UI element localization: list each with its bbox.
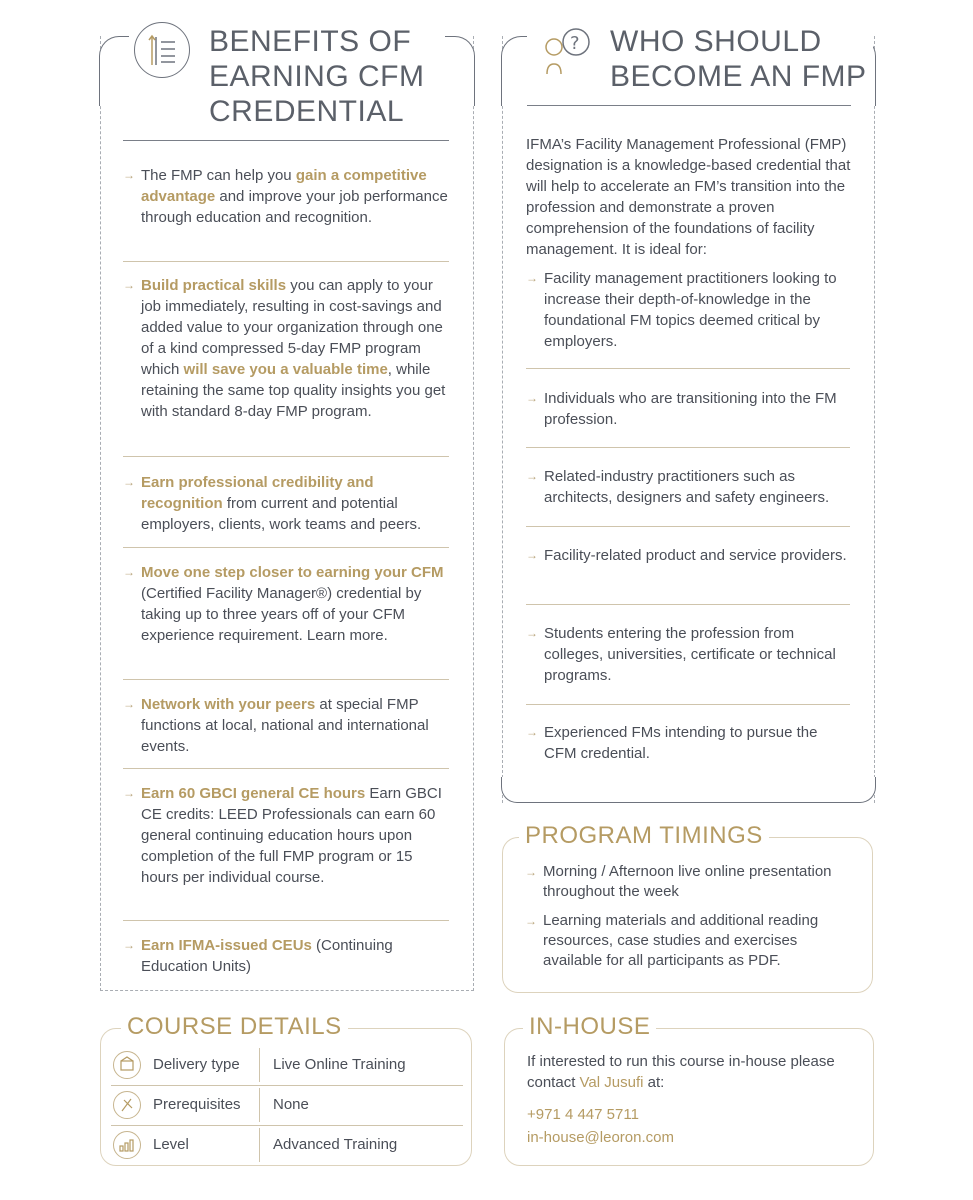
benefit-item: → Earn IFMA-issued CEUs (Continuing Education Units) [123, 937, 393, 975]
who-item: → Students entering the profession from colleges, universities, certificate or technical programs. [526, 605, 850, 705]
in-house-box [504, 1013, 874, 1166]
course-row-level: Level Advanced Training [111, 1126, 463, 1166]
timing-item: → Learning materials and additional reading resources, case studies and exercises available for all participants as PDF. [525, 912, 819, 969]
who-item: → Facility management practitioners looking to increase their depth-of-knowledge in the foundational FM topics deemed critical by employers. [526, 268, 850, 369]
level-icon [113, 1131, 141, 1159]
benefit-item: → Earn professional credibility and recognition from current and potential employers, clients, work teams and peers. [123, 457, 449, 548]
course-details-title: COURSE DETAILS [121, 1013, 348, 1041]
benefit-item: → The FMP can help you gain a competitive advantage and improve your job performance through education and recognition. [123, 165, 449, 262]
benefits-title: BENEFITS OF EARNING CFM CREDENTIAL [209, 24, 431, 129]
who-item: → Individuals who are transitioning into the FM profession. [526, 369, 850, 448]
program-timings-title: PROGRAM TIMINGS [519, 822, 769, 850]
course-details-box [100, 1013, 472, 1166]
checklist-icon [134, 22, 190, 78]
benefits-title-underline [123, 140, 449, 141]
who-title: WHO SHOULD BECOME AN FMP [610, 24, 873, 94]
program-timings-box [502, 822, 873, 993]
benefit-item: → Network with your peers at special FMP functions at local, national and international events. [123, 680, 449, 769]
who-item: → Experienced FMs intending to pursue the CFM credential. [526, 724, 818, 762]
benefit-item: → Earn 60 GBCI general CE hours Earn GBCI CE credits: LEED Professionals can earn 60 general continuing education hours upon completion of the full FMP program or 15 hours per individual course. [123, 769, 449, 921]
phone-link[interactable]: +971 4 447 5711 [527, 1106, 639, 1123]
contact-name-link[interactable]: Val Jusufi [579, 1074, 644, 1091]
timing-item: → Morning / Afternoon live online presentation throughout the week [525, 863, 832, 900]
who-item: → Related-industry practitioners such as architects, designers and safety engineers. [526, 448, 850, 527]
in-house-title: IN-HOUSE [523, 1013, 656, 1041]
prerequisites-icon [113, 1091, 141, 1119]
benefit-item: → Move one step closer to earning your CFM (Certified Facility Manager®) credential by taking up to three years off of your CFM experience requirement. Learn more. [123, 548, 449, 680]
benefits-list [123, 165, 449, 981]
who-title-underline [527, 105, 851, 106]
email-link[interactable]: in-house@leoron.com [527, 1129, 674, 1146]
question-people-icon [536, 22, 596, 82]
svg-text:?: ? [570, 33, 580, 54]
delivery-icon [113, 1051, 141, 1079]
who-list [526, 268, 850, 775]
benefit-item: → Build practical skills you can apply to your job immediately, resulting in cost-savings and added value to your organization through one of a kind compressed 5-day FMP program which will save you a valuable time, while retaining the same top quality insights you get with standard 8-day FMP program. [123, 262, 449, 457]
course-row-prerequisites: Prerequisites None [111, 1086, 463, 1126]
in-house-text: If interested to run this course in-house please contact Val Jusufi at: [527, 1053, 835, 1091]
who-item: → Facility-related product and service providers. [526, 527, 850, 605]
who-intro: IFMA’s Facility Management Professional (FMP) designation is a knowledge-based credential that will help to accelerate an FM’s transition into the profession and demonstrate a proven comprehension of the foundations of facility management. It is ideal for: [526, 136, 851, 258]
course-row-delivery: Delivery type Live Online Training [111, 1046, 463, 1086]
